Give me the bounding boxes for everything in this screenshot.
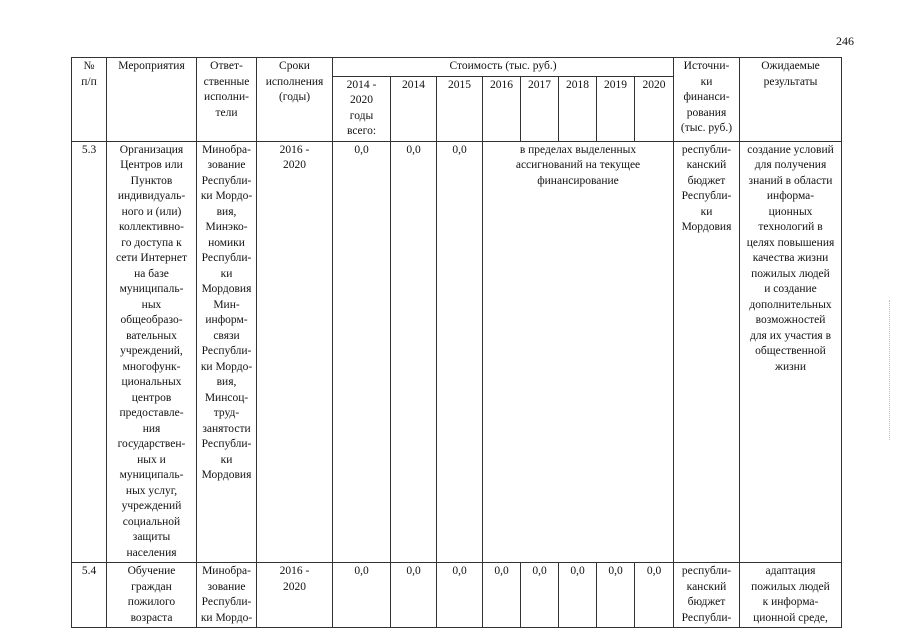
row-value: 0,0: [521, 563, 559, 628]
row-merged-note: в пределах выделенных ассигнований на текущее финансирование: [483, 141, 674, 563]
row-num: 5.4: [72, 563, 107, 628]
row-sources: республи- канский бюджет Республи- ки Мордовия: [674, 141, 740, 563]
scan-edge-marks: [889, 300, 896, 440]
header-sources: Источни- ки финанси- рования (тыс. руб.): [674, 58, 740, 142]
header-year: 2018: [559, 76, 597, 141]
row-responsible: Минобра- зование Республи- ки Мордо-: [197, 563, 257, 628]
program-table: [71, 57, 842, 628]
header-event: Мероприятия: [107, 58, 197, 142]
header-year: 2017: [521, 76, 559, 141]
header-total: 2014 - 2020 годы всего:: [333, 76, 391, 141]
header-year: 2020: [635, 76, 674, 141]
header-row-1: [72, 58, 842, 77]
row-value: 0,0: [391, 563, 437, 628]
row-num: 5.3: [72, 141, 107, 563]
page-number: 246: [836, 34, 854, 48]
row-value: 0,0: [437, 563, 483, 628]
header-results: Ожидаемые результаты: [740, 58, 842, 142]
row-event: Организация Центров или Пунктов индивидуаль- ного и (или) коллективно- го доступа к сети Интернет на базе муниципаль- ных общеобразо- вательных учреждений, многофунк- циональных центров предоставле- ния государствен- ных и муниципаль- ных услуг, учреждений социальной защиты населения: [107, 141, 197, 563]
header-year: 2016: [483, 76, 521, 141]
row-value: 0,0: [483, 563, 521, 628]
row-results: создание условий для получения знаний в области информа- ционных технологий в целях повышения качества жизни пожилых людей и создание дополнительных возможностей для их участия в общественной жизни: [740, 141, 842, 563]
row-value-2014: 0,0: [391, 141, 437, 563]
row-responsible: Минобра- зование Республи- ки Мордо- вия, Минэко- номики Республи- ки Мордовия Мин- информ- связи Республи- ки Мордо- вия, Минсоц- труд- занятости Республи- ки Мордовия: [197, 141, 257, 563]
header-responsible: Ответ- ственные исполни- тели: [197, 58, 257, 142]
row-event: Обучение граждан пожилого возраста: [107, 563, 197, 628]
header-terms: Сроки исполнения (годы): [257, 58, 333, 142]
header-year: 2015: [437, 76, 483, 141]
header-num: № п/п: [72, 58, 107, 142]
row-value: 0,0: [635, 563, 674, 628]
row-sources: республи- канский бюджет Республи-: [674, 563, 740, 628]
row-total: 0,0: [333, 141, 391, 563]
row-value: 0,0: [333, 563, 391, 628]
row-value: 0,0: [559, 563, 597, 628]
row-terms: 2016 - 2020: [257, 563, 333, 628]
row-terms: 2016 - 2020: [257, 141, 333, 563]
table-row: [72, 563, 842, 628]
header-year: 2014: [391, 76, 437, 141]
header-year: 2019: [597, 76, 635, 141]
row-value: 0,0: [597, 563, 635, 628]
row-results: адаптация пожилых людей к информа- ционной среде,: [740, 563, 842, 628]
header-cost: Стоимость (тыс. руб.): [333, 58, 674, 77]
table-row: [72, 141, 842, 563]
row-value-2015: 0,0: [437, 141, 483, 563]
